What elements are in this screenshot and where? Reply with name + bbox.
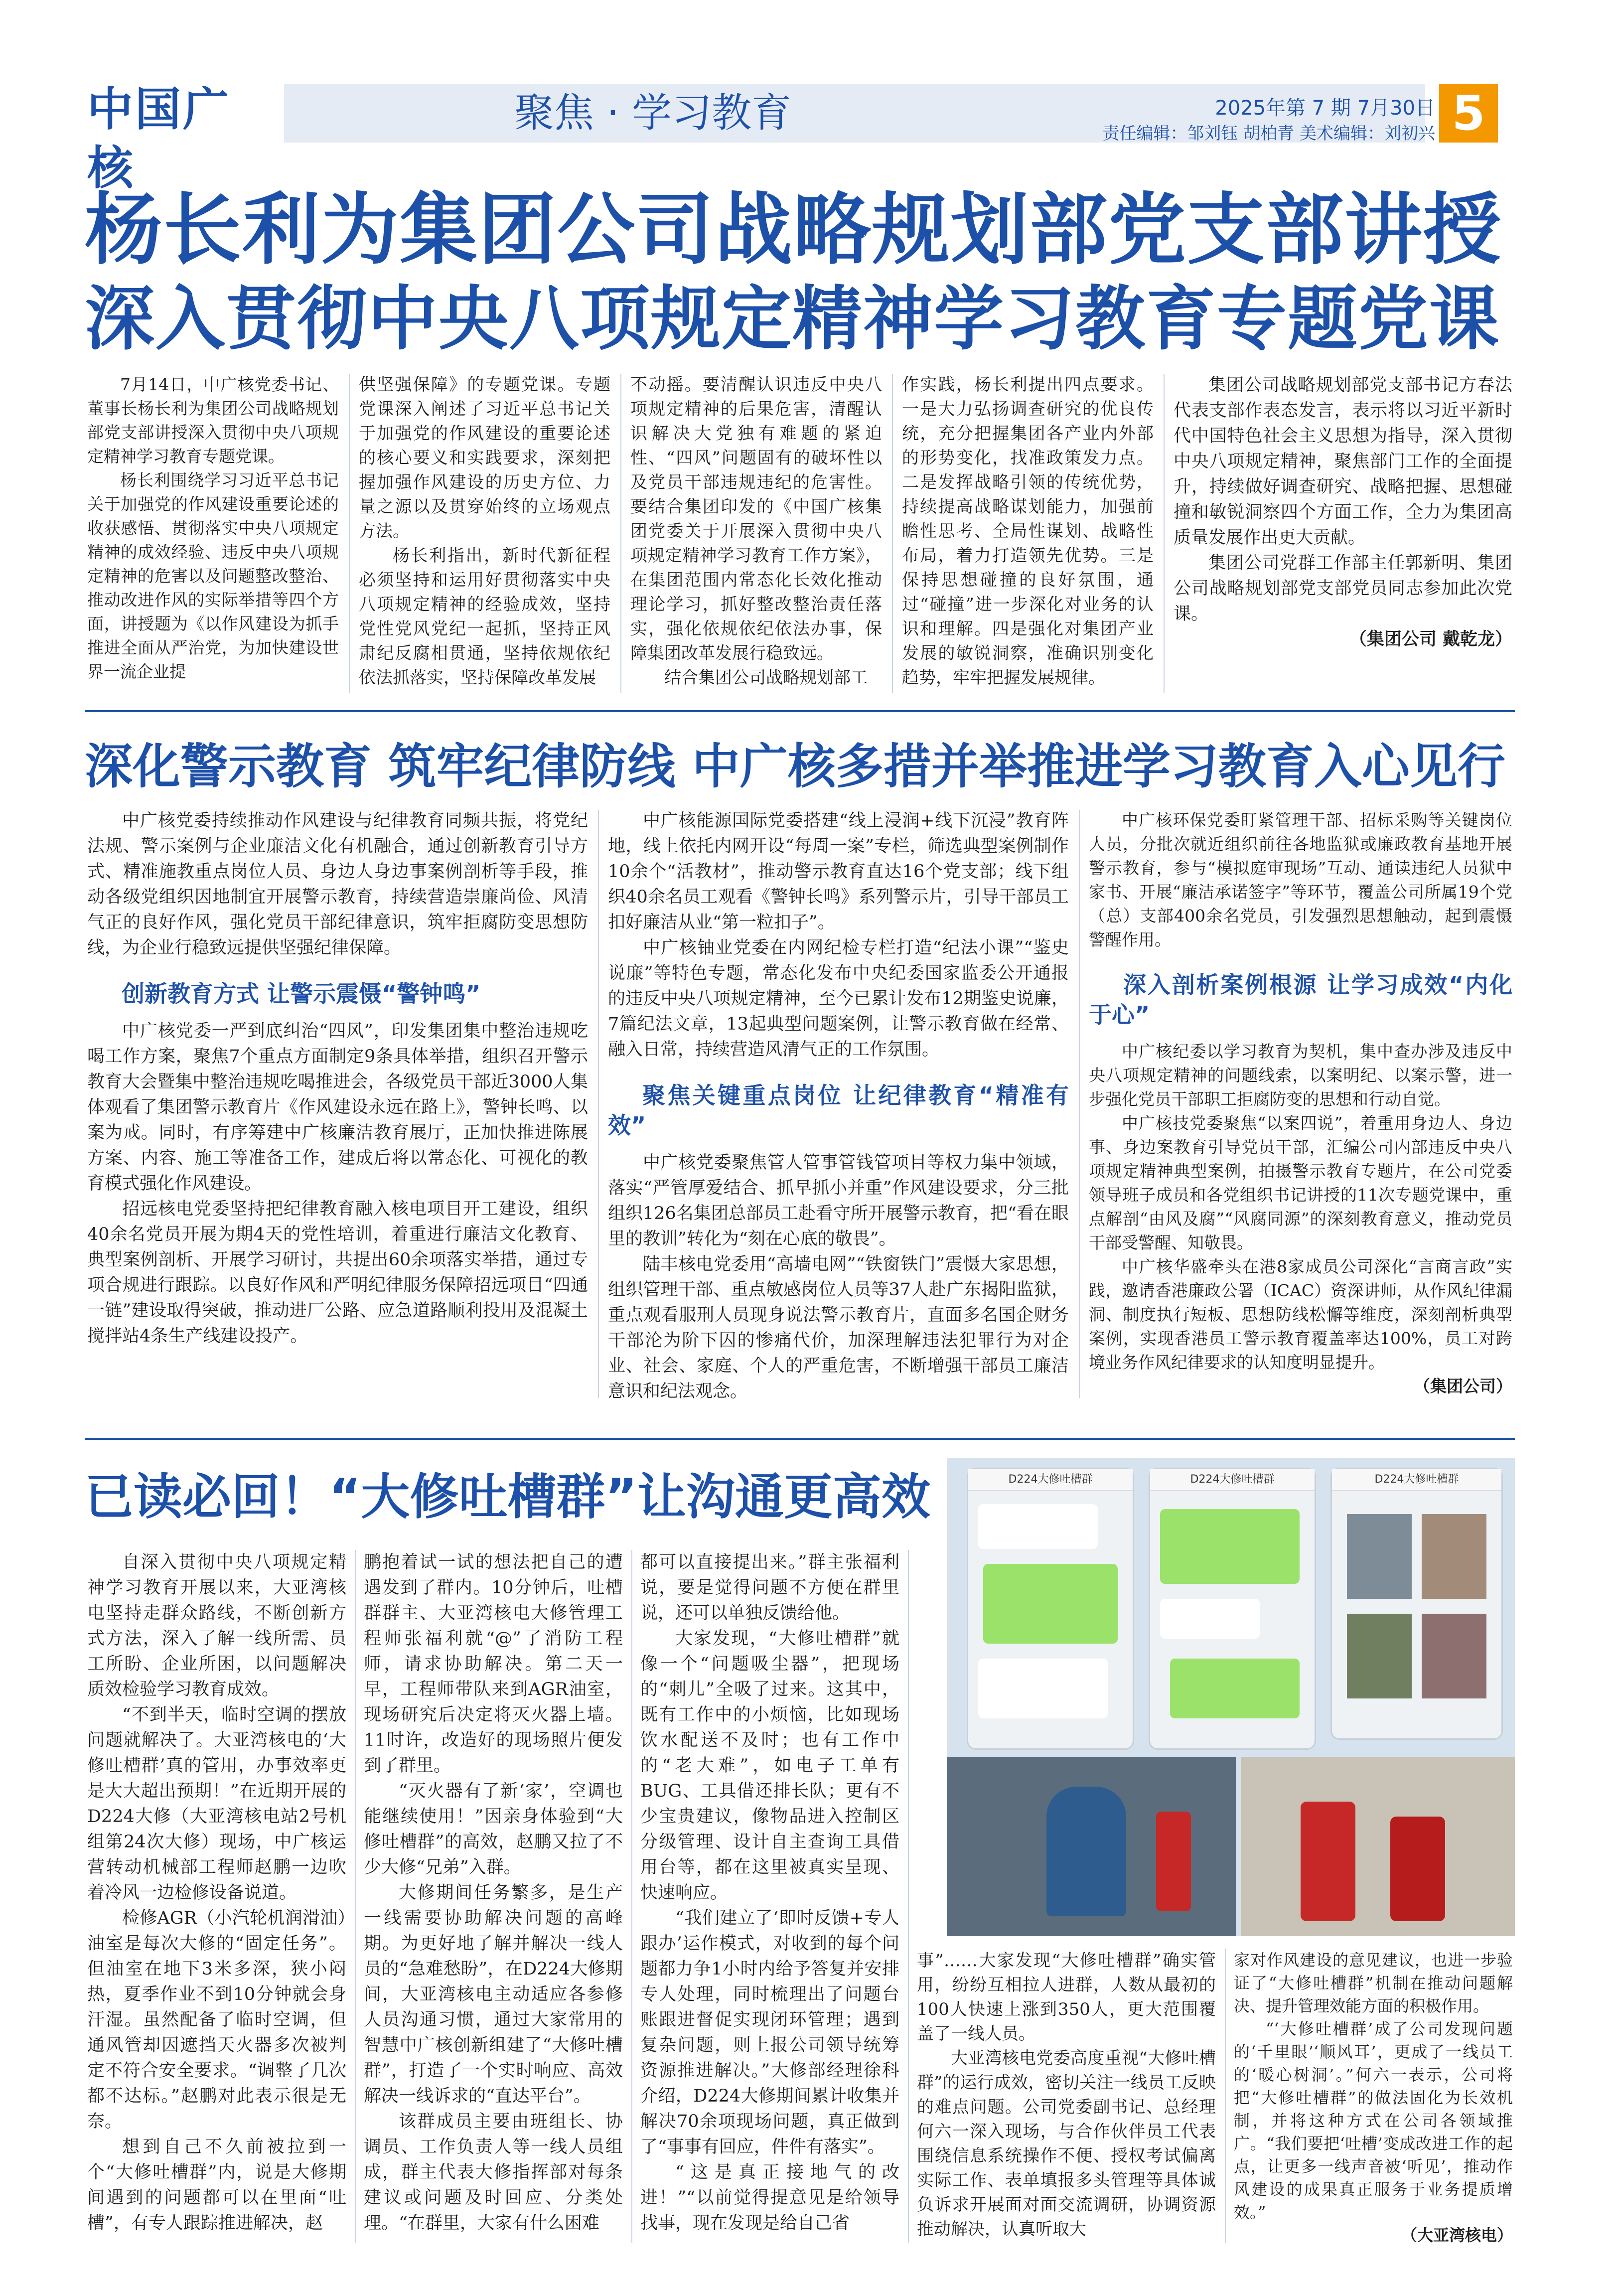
column-divider bbox=[1164, 374, 1165, 693]
paragraph: “灭火器有了新‘家’，空调也能继续使用！”因亲身体验到“大修吐槽群”的高效，赵鹏又拉了不少大修“兄弟”入群。 bbox=[364, 1781, 623, 1877]
article2-source: （集团公司） bbox=[1414, 1377, 1512, 1396]
article3-headline: 已读必回！“大修吐槽群”让沟通更高效 bbox=[85, 1469, 930, 1526]
paragraph: 中广核铀业党委在内网纪检专栏打造“纪法小课”“鉴史说廉”等特色专题，常态化发布中央纪委国家监委公开通报的违反中央八项规定精神，至今已累计发布12期鉴史说廉，7篇纪法文章，13起典型问题案例，让警示教育做在经常、融入日常，持续营造风清气正的工作氛围。 bbox=[608, 938, 1069, 1060]
column-divider bbox=[598, 810, 599, 1398]
article2-subheading-1: 创新教育方式 让警示震慑“警钟鸣” bbox=[122, 980, 481, 1007]
article1-headline-line1: 杨长利为集团公司战略规划部党支部讲授 bbox=[85, 184, 1502, 275]
article1-source: （集团公司 戴乾龙） bbox=[1349, 629, 1512, 649]
article2-column-1 bbox=[87, 808, 588, 1349]
chat-screenshot bbox=[1149, 1468, 1316, 1750]
worker-photo bbox=[947, 1757, 1236, 1936]
issue-date: 2025年第 7 期 7月30日 bbox=[1215, 97, 1435, 120]
newspaper-logo: 中国广核 bbox=[87, 82, 231, 195]
paragraph: 家对作风建设的意见建议，也进一步验证了“大修吐槽群”机制在推动问题解决、提升管理效能方面的积极作用。 bbox=[1234, 1951, 1513, 2015]
article1-column-2 bbox=[359, 373, 610, 690]
article1-column-4 bbox=[902, 373, 1154, 690]
paragraph: 作实践，杨长利提出四点要求。一是大力弘扬调查研究的优良传统，充分把握集团各产业内外部的形势变化，找准政策发力点。二是发挥战略引领的传统优势，持续提高战略谋划能力，加强前瞻性思考、全局性谋划、战略性布局，着力打造领先优势。三是保持思想碰撞的良好氛围，通过“碰撞”进一步深化对业务的认识和理解。四是强化对集团产业发展的敏锐洞察，准确识别变化趋势，牢牢把握发展规律。 bbox=[902, 375, 1154, 688]
paragraph: 中广核党委持续推动作风建设与纪律教育同频共振，将党纪法规、警示案例与企业廉洁文化有机融合，通过创新教育引导方式、精准施教重点岗位人员、身边人身边事案例剖析等手段，推动各级党组织因地制宜开展警示教育，持续营造崇廉尚俭、风清气正的良好作风，强化党员干部纪律意识，筑牢拒腐防变思想防线，为企业行稳致远提供坚强纪律保障。 bbox=[87, 811, 588, 958]
paragraph: “这是真正接地气的改进！”“以前觉得提意见是给领导找事，现在发现是给自己省 bbox=[640, 2162, 899, 2233]
paragraph: 供坚强保障》的专题党课。专题党课深入阐述了习近平总书记关于加强党的作风建设的重要论述的核心要义和实践要求，深刻把握加强作风建设的历史方位、力量之源以及贯穿始终的立场观点方法。 bbox=[359, 375, 610, 541]
section-rule bbox=[85, 1438, 1515, 1440]
paragraph: 事”……大家发现“大修吐槽群”确实管用，纷纷互相拉人进群，人数从最初的100人快速上涨到350人，更大范围覆盖了一线人员。 bbox=[917, 1951, 1216, 2044]
paragraph: “‘大修吐槽群’成了公司发现问题的‘千里眼’‘顺风耳’，更成了一线员工的‘暖心树洞’。”何六一表示，公司将把“大修吐槽群”的做法固化为长效机制，并将这种方式在公司各领域推广。“我们要把‘吐槽’变成改进工作的起点，让更多一线声音被‘听见’，推动作风建设的成果真正服务于业务提质增效。” bbox=[1234, 2019, 1513, 2222]
article1-column-5 bbox=[1174, 373, 1512, 652]
section-rule bbox=[85, 710, 1515, 712]
paragraph: 集团公司战略规划部党支部书记方春法代表支部作表态发言，表示将以习近平新时代中国特色社会主义思想为指导，深入贯彻中央八项规定精神，聚焦部门工作的全面提升，持续做好调查研究、战略把握、思想碰撞和敏锐洞察四个方面工作，全力为集团高质量发展作出更大贡献。 bbox=[1174, 375, 1512, 548]
paragraph: 鹏抱着试一试的想法把自己的遭遇发到了群内。10分钟后，吐槽群群主、大亚湾核电大修管理工程师张福利就“@”了消防工程师，请求协助解决。第二天一早，工程师带队来到AGR油室，现场研究后决定将灭火器上墙。11时许，改造好的现场照片便发到了群里。 bbox=[364, 1552, 623, 1776]
paragraph: 中广核党委聚焦管人管事管钱管项目等权力集中领域，落实“严管厚爱结合、抓早抓小并重”作风建设要求，分三批组织126名集团总部员工赴看守所开展警示教育，把“看在眼里的教训”转化为“刻在心底的敬畏”。 bbox=[608, 1153, 1069, 1249]
page-number: 5 bbox=[1439, 84, 1498, 143]
column-divider bbox=[908, 1550, 909, 2243]
paragraph: 都可以直接提出来。”群主张福利说，要是觉得问题不方便在群里说，还可以单独反馈给他。 bbox=[640, 1552, 899, 1623]
section-label: 聚焦 · 学习教育 bbox=[514, 90, 792, 136]
article3-column-4 bbox=[917, 1949, 1216, 2242]
paragraph: 大家发现，“大修吐槽群”就像一个“问题吸尘器”，把现场的“刺儿”全吸了过来。这其中，既有工作中的小烦恼，比如现场饮水配送不及时；也有工作中的“老大难”，如电子工单有BUG、工具借还排长队；更有不少宝贵建议，像物品进入控制区分级管理、设计自主查询工具借用台等，都在这里被真实呈现、快速响应。 bbox=[640, 1629, 899, 1903]
paragraph: 检修AGR（小汽轮机润滑油）油室是每次大修的“固定任务”。但油室在地下3米多深，狭小闷热，夏季作业不到10分钟就会身汗湿。虽然配备了临时空调，但通风管却因遮挡天火器多次被判定不符合安全要求。“调整了几次都不达标。”赵鹏对此表示很是无奈。 bbox=[87, 1908, 346, 2132]
editors-credit: 责任编辑：邹刘钰 胡柏青 美术编辑：刘初兴 bbox=[1102, 124, 1435, 144]
article3-column-3 bbox=[640, 1550, 899, 2236]
chat-title: D224大修吐槽群 bbox=[1332, 1469, 1501, 1491]
paragraph: 陆丰核电党委用“高墙电网”“铁窗铁门”震慑大家思想，组织管理干部、重点敏感岗位人员等37人赴广东揭阳监狱，重点观看服刑人员现身说法警示教育片，直面多名国企财务干部沦为阶下囚的惨痛代价，加深理解违法犯罪行为对企业、社会、家庭、个人的严重危害，不断增强干部员工廉洁意识和纪法观念。 bbox=[608, 1254, 1069, 1401]
article2-column-2 bbox=[608, 808, 1069, 1404]
paragraph: “不到半天，临时空调的摆放问题就解决了。大亚湾核电的‘大修吐槽群’真的管用，办事效率更是大大超出预期！”在近期开展的D224大修（大亚湾核电站2号机组第24次大修）现场，中广核运营转动机械部工程师赵鹏一边吹着冷风一边检修设备说道。 bbox=[87, 1705, 346, 1903]
paragraph: 该群成员主要由班组长、协调员、工作负责人等一线人员组成，群主代表大修指挥部对每条建议或问题及时回应、分类处理。“在群里，大家有什么困难 bbox=[364, 2112, 623, 2233]
wechat-group-photo-collage bbox=[947, 1458, 1515, 1936]
column-divider bbox=[1225, 1949, 1226, 2243]
paragraph: 中广核能源国际党委搭建“线上浸润+线下沉浸”教育阵地，线上依托内网开设“每周一案”专栏，筛选典型案例制作10余个“活教材”，推动警示教育直达16个党支部；线下组织40余名员工观看《警钟长鸣》系列警示片，引导干部员工扣好廉洁从业“第一粒扣子”。 bbox=[608, 811, 1069, 932]
paragraph: 中广核环保党委盯紧管理干部、招标采购等关键岗位人员，分批次就近组织前往各地监狱或廉政教育基地开展警示教育，参与“模拟庭审现场”互动、通读违纪人员狱中家书、开展“廉洁承诺签字”等环节，覆盖公司所属19个党（总）支部400余名党员，引发强烈思想触动，起到震慑警醒作用。 bbox=[1089, 810, 1512, 949]
article1-column-1 bbox=[87, 373, 339, 684]
column-divider bbox=[355, 1550, 356, 2243]
article2-headline: 深化警示教育 筑牢纪律防线 中广核多措并举推进学习教育入心见行 bbox=[85, 739, 1505, 794]
paragraph: 不动摇。要清醒认识违反中央八项规定精神的后果危害，清醒认识解决大党独有难题的紧迫性、“四风”问题固有的破坏性以及党员干部违规违纪的危害性。要结合集团印发的《中国广核集团党委关于开展深入贯彻中央八项规定精神学习教育工作方案》，在集团范围内常态化长效化推动理论学习，抓好整改整治责任落实，强化依规依纪依法办事，保障集团改革发展行稳致远。 bbox=[630, 375, 882, 663]
column-divider bbox=[620, 374, 621, 693]
paragraph: 集团公司党群工作部主任郭新明、集团公司战略规划部党支部党员同志参加此次党课。 bbox=[1174, 553, 1512, 624]
paragraph: 中广核纪委以学习教育为契机，集中查办涉及违反中央八项规定精神的问题线索，以案明纪、以案示警，进一步强化党员干部职工拒腐防变的思想和行动自觉。 bbox=[1089, 1042, 1512, 1109]
article3-source: （大亚湾核电） bbox=[1401, 2226, 1513, 2245]
column-divider bbox=[631, 1550, 632, 2243]
paragraph: 7月14日，中广核党委书记、董事长杨长利为集团公司战略规划部党支部讲授深入贯彻中央八项规定精神学习教育专题党课。 bbox=[87, 375, 339, 466]
article2-column-3 bbox=[1089, 808, 1512, 1398]
chat-screenshot bbox=[967, 1468, 1134, 1750]
paragraph: “我们建立了‘即时反馈+专人跟办’运作模式，对收到的每个问题都力争1小时内给予答复并安排专人处理，同时梳理出了问题台账跟进督促实现闭环管理；遇到复杂问题，则上报公司领导统筹资源推进解决。”大修部经理徐科介绍，D224大修期间累计收集并解决70余项现场问题，真正做到了“事事有回应，件件有落实”。 bbox=[640, 1908, 899, 2157]
paragraph: 招远核电党委坚持把纪律教育融入核电项目开工建设，组织40余名党员开展为期4天的党性培训，着重进行廉洁文化教育、典型案例剖析、开展学习研讨，共提出60余项落实举措，通过专项合规进行跟踪。以良好作风和严明纪律服务保障招远项目“四通一链”建设取得突破，推动进厂公路、应急道路顺利投用及混凝土搅拌站4条生产线建设投产。 bbox=[87, 1199, 588, 1346]
paragraph: 大修期间任务繁多，是生产一线需要协助解决问题的高峰期。为更好地了解并解决一线人员的“急难愁盼”，在D224大修期间，大亚湾核电主动适应各参修人员沟通习惯，通过大家常用的智慧中广核创新组建了“大修吐槽群”，打造了一个实时响应、高效解决一线诉求的“直达平台”。 bbox=[364, 1883, 623, 2106]
chat-title: D224大修吐槽群 bbox=[1150, 1469, 1315, 1491]
paragraph: 大亚湾核电党委高度重视“大修吐槽群”的运行成效，密切关注一线员工反映的难点问题。公司党委副书记、总经理何六一深入现场，与合作伙伴员工代表围绕信息系统操作不便、授权考试偏离实际工作、表单填报多头管理等具体诚负诉求开展面对面交流调研，协调资源推动解决，认真听取大 bbox=[917, 2048, 1216, 2239]
paragraph: 杨长利指出，新时代新征程必须坚持和运用好贯彻落实中央八项规定精神的经验成效，坚持党性党风党纪一起抓，坚持正风肃纪反腐相贯通，坚持依规依纪依法抓落实，坚持保障改革发展 bbox=[359, 546, 610, 688]
article2-subheading-3: 深入剖析案例根源 让学习成效“内化于心” bbox=[1089, 971, 1512, 1028]
chat-title: D224大修吐槽群 bbox=[968, 1469, 1133, 1491]
article3-column-1 bbox=[87, 1550, 346, 2236]
paragraph: 自深入贯彻中央八项规定精神学习教育开展以来，大亚湾核电坚持走群众路线，不断创新方式方法，深入了解一线所需、员工所盼、企业所困，以问题解决质效检验学习教育成效。 bbox=[87, 1552, 346, 1699]
article3-column-5 bbox=[1234, 1949, 1513, 2247]
extinguisher-photo bbox=[1241, 1757, 1515, 1936]
article1-headline-line2: 深入贯彻中央八项规定精神学习教育专题党课 bbox=[85, 279, 1500, 360]
column-divider bbox=[349, 374, 350, 693]
paragraph: 结合集团公司战略规划部工 bbox=[664, 668, 868, 688]
paragraph: 杨长利围绕学习习近平总书记关于加强党的作风建设重要论述的收获感悟、贯彻落实中央八项规定精神的成效经验、违反中央八项规定精神的危害以及问题整改整治、推动改进作风的实际举措等四个方面，讲授题为《以作风建设为抓手推进全面从严治党，为加快建设世界一流企业提 bbox=[87, 470, 339, 681]
article1-column-3 bbox=[630, 373, 882, 690]
paragraph: 中广核技党委聚焦“以案四说”，着重用身边人、身边事、身边案教育引导党员干部，汇编公司内部违反中央八项规定精神典型案例，拍摄警示教育专题片，在公司党委领导班子成员和各党组织书记讲授的11次专题党课中，重点解剖“由风及腐”“风腐同源”的深刻教育意义，推动党员干部受警醒、知敬畏。 bbox=[1089, 1113, 1512, 1252]
column-divider bbox=[892, 374, 893, 693]
column-divider bbox=[1079, 810, 1080, 1398]
chat-screenshot bbox=[1330, 1468, 1503, 1740]
article3-column-2 bbox=[364, 1550, 623, 2236]
paragraph: 中广核华盛牵头在港8家成员公司深化“言商言政”实践，邀请香港廉政公署（ICAC）资深讲师，从作风纪律漏洞、制度执行短板、思想防线松懈等维度，深刻剖析典型案例，实现香港员工警示教育覆盖率达100%，员工对跨境业务作风纪律要求的认知度明显提升。 bbox=[1089, 1257, 1512, 1372]
paragraph: 想到自己不久前被拉到一个“大修吐槽群”内，说是大修期间遇到的问题都可以在里面“吐槽”，有专人跟踪推进解决，赵 bbox=[87, 2137, 346, 2233]
paragraph: 中广核党委一严到底纠治“四风”，印发集团集中整治违规吃喝工作方案，聚焦7个重点方面制定9条具体举措，组织召开警示教育大会暨集中整治违规吃喝推进会，各级党员干部近3000人集体观看了集团警示教育片《作风建设永远在路上》，警钟长鸣、以案为戒。同时，有序筹建中广核廉洁教育展厅，正加快推进陈展方案、内容、施工等准备工作，建成后将以常态化、可视化的教育模式强化作风建设。 bbox=[87, 1021, 588, 1194]
article2-subheading-2: 聚焦关键重点岗位 让纪律教育“精准有效” bbox=[608, 1082, 1069, 1139]
